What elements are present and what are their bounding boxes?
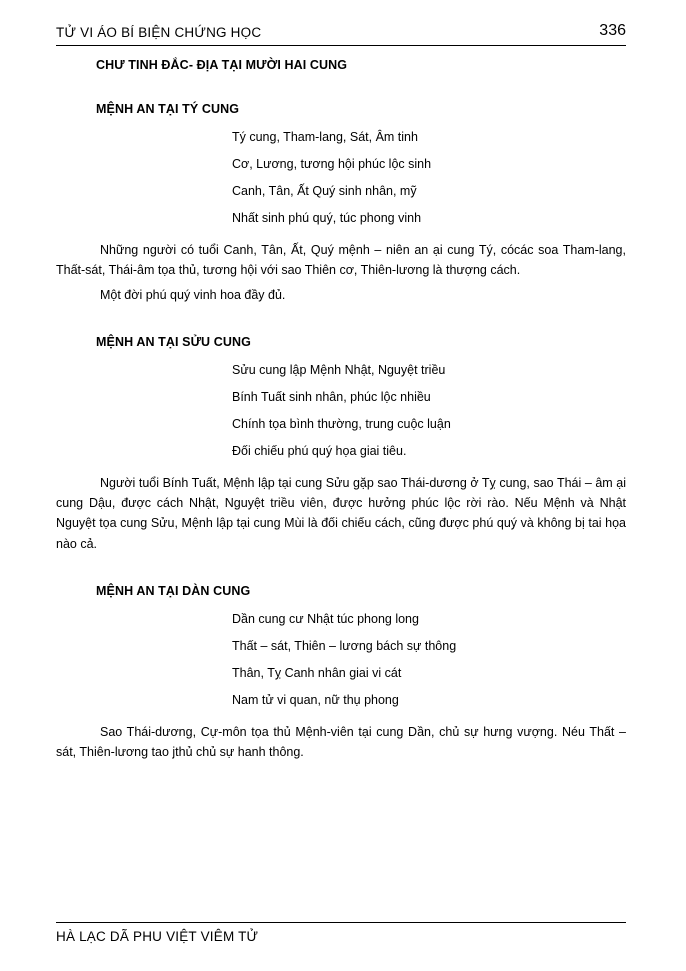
verse-block-dan-cung [56,606,626,714]
verse-block-suu-cung [56,357,626,465]
footer-title: HÀ LẠC DÃ PHU VIỆT VIÊM TỬ [56,929,259,944]
paragraph: Người tuổi Bính Tuất, Mệnh lập tại cung Sửu gặp sao Thái-dương ở Tỵ cung, sao Thái – âm ại cung Dậu, được cách Nhật, Nguyệt triều viên, được hưởng phúc lộc rời rào. Nếu Mệnh và Nhật Nguyệt tọa cung Sửu, Mệnh lập tại cung Mùi là đối chiếu cách, cũng được phú quý và không bị tai họa nào cả. [56,475,626,551]
page-footer [56,922,626,944]
document-body [56,58,626,762]
paragraph: Sao Thái-dương, Cự-môn tọa thủ Mệnh-viên tại cung Dần, chủ sự hưng vượng. Néu Thất –sát, Thiên-lương tao jthủ chủ sự hanh thông. [56,724,626,759]
verse-line: Thất – sát, Thiên – lương bách sự thông [232,638,457,653]
verse-block-ty-cung [56,124,626,232]
verse-line: Cơ, Lương, tương hội phúc lộc sinh [232,157,432,171]
verse-line: Bính Tuất sinh nhân, phúc lộc nhiều [232,389,431,404]
paragraph: Một đời phú quý vinh hoa đầy đủ. [100,287,286,302]
section-heading-dan-cung: MỆNH AN TẠI DÀN CUNG [96,583,251,598]
verse-line: Canh, Tân, Ất Quý sinh nhân, mỹ [232,184,417,198]
verse-line: Tý cung, Tham-lang, Sát, Âm tinh [232,130,418,144]
header-page-number: 336 [599,22,626,39]
verse-line: Nhất sinh phú quý, túc phong vinh [232,211,422,225]
header-title: TỬ VI ÁO BÍ BIỆN CHỨNG HỌC [56,25,262,40]
section-heading-ty-cung: MỆNH AN TẠI TÝ CUNG [96,102,240,116]
verse-line: Đối chiếu phú quý họa giai tiêu. [232,443,407,458]
verse-line: Dần cung cư Nhật túc phong long [232,611,419,626]
page-header [56,22,626,46]
verse-line: Thân, Tỵ Canh nhân giai vi cát [232,665,402,680]
verse-line: Chính tọa bình thường, trung cuộc luận [232,416,451,431]
section-heading-suu-cung: MỆNH AN TẠI SỬU CUNG [96,334,251,349]
main-heading: CHƯ TINH ĐẮC- ĐỊA TẠI MƯỜI HAI CUNG [96,58,348,72]
verse-line: Sửu cung lập Mệnh Nhật, Nguyệt triều [232,362,446,377]
verse-line: Nam tử vi quan, nữ thụ phong [232,692,399,707]
paragraph: Những người có tuổi Canh, Tân, Ất, Quý mệnh – niên an ại cung Tý, cócác soa Tham-lang, Thất-sát, Thái-âm tọa thủ, tương hội với sao Thiên cơ, Thiên-lương là thượng cách. [56,243,626,278]
